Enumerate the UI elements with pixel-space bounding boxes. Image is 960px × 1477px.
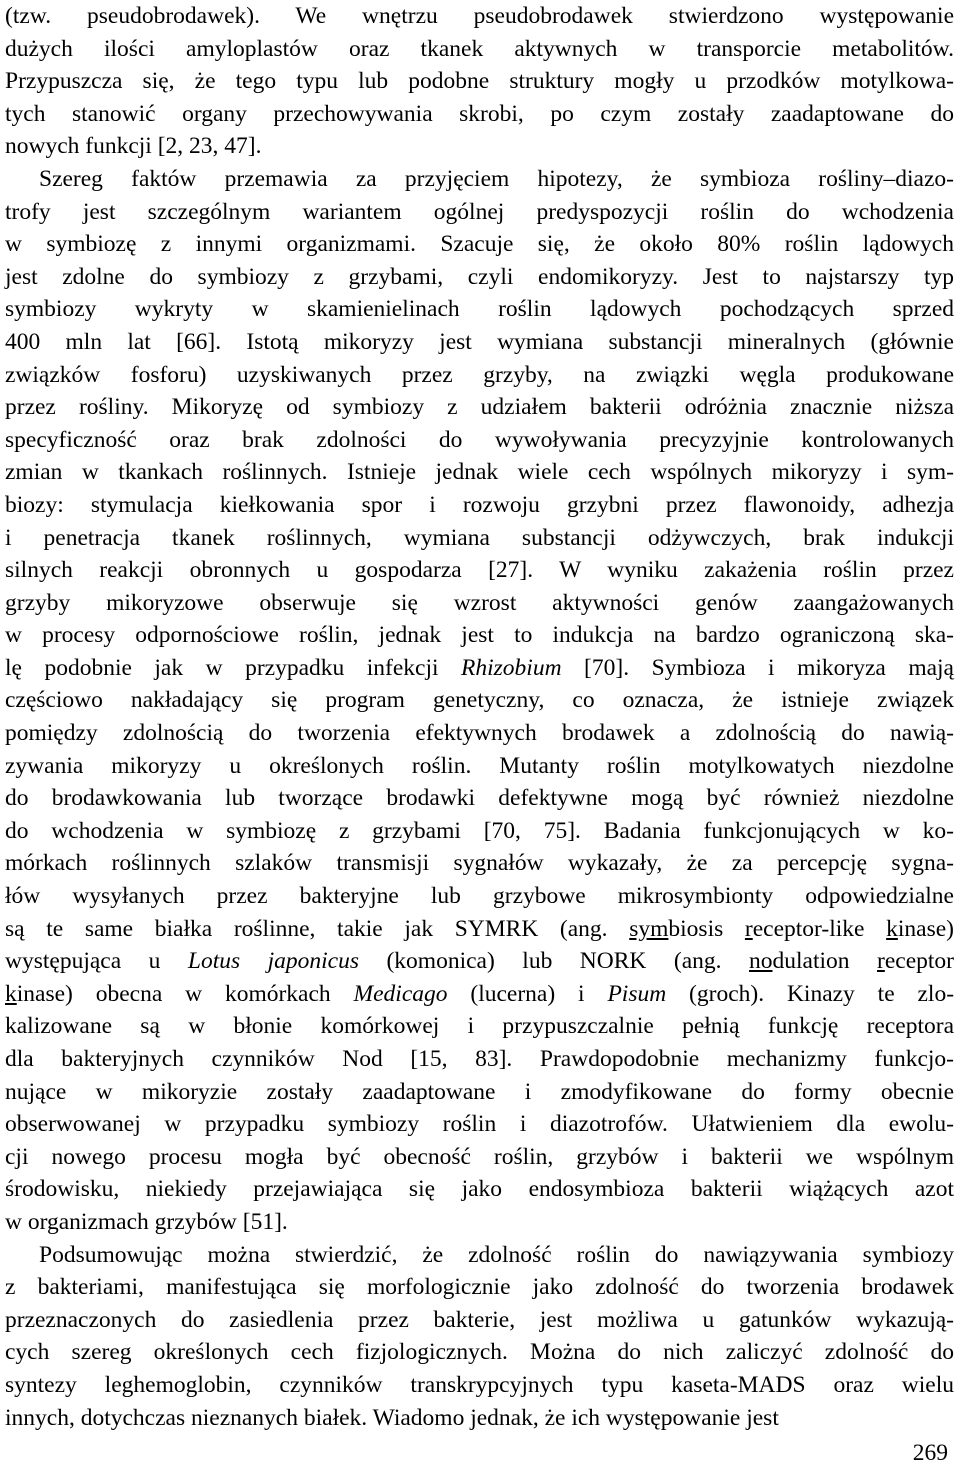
text-run: 400 mln lat [66]. Istotą mikoryzy jest wymiana substancji mineralnych (głównie (5, 328, 954, 355)
text-line (5, 587, 954, 620)
underlined-letters: k (886, 915, 898, 942)
text-run: obserwowanej w przypadku symbiozy roślin i diazotrofów. Ułatwieniem dla ewolu- (5, 1111, 954, 1138)
text-run: (lucerna) i (447, 980, 608, 1007)
text-run: zmian w tkankach roślinnych. Istnieje jednak wiele cech wspólnych mikoryzy i sym- (5, 459, 954, 486)
italic-term: Pisum (607, 980, 667, 1007)
text-run: (tzw. pseudobrodawek). We wnętrzu pseudobrodawek stwierdzono występowanie (5, 3, 954, 29)
paragraph (5, 163, 954, 1239)
underlined-letters: k (5, 980, 17, 1007)
text-line (5, 261, 954, 294)
text-line (5, 684, 954, 717)
text-run: biosis (668, 915, 745, 942)
text-run: silnych reakcji obronnych u gospodarza [27]. W wyniku zakażenia roślin przez (5, 557, 954, 584)
text-line (5, 1402, 954, 1435)
text-line (5, 619, 954, 652)
text-line (5, 33, 954, 66)
text-run: łów wysyłanych przez bakteryjne lub grzybowe mikrosymbionty odpowiedzialne (5, 883, 954, 910)
text-run: przez rośliny. Mikoryzę od symbiozy z udziałem bakterii odróżnia znacznie niższa (5, 394, 954, 421)
text-run: (groch). Kinazy te zlo- (666, 980, 955, 1007)
text-line (5, 98, 954, 131)
text-line (5, 1304, 954, 1337)
page-number: 269 (912, 1440, 948, 1466)
text-run: Przypuszcza się, że tego typu lub podobne struktury mogły u przodków motylkowa- (5, 68, 954, 95)
underlined-letters: r (744, 915, 753, 942)
text-line (5, 424, 954, 457)
text-line (5, 1141, 954, 1174)
text-line (5, 391, 954, 424)
text-run: i penetracja tkanek roślinnych, wymiana substancji odżywczych, brak indukcji (5, 524, 954, 551)
text-line (5, 196, 954, 229)
text-run: cych szereg określonych cech fizjologicznych. Można do nich zaliczyć zdolność do (5, 1339, 954, 1366)
text-line (5, 1206, 954, 1239)
text-line (5, 1010, 954, 1043)
text-run: innych, dotychczas nieznanych białek. Wiadomo jednak, że ich występowanie jest (5, 1404, 779, 1431)
text-run: eceptor (884, 948, 954, 975)
underlined-letters: sym (629, 915, 669, 942)
text-run: dla bakteryjnych czynników Nod [15, 83]. Prawdopodobnie mechanizmy funkcjo- (5, 1046, 954, 1072)
text-run: Szereg faktów przemawia za przyjęciem hipotezy, że symbioza rośliny–diazo- (39, 165, 954, 192)
text-line (5, 750, 954, 783)
text-line (5, 163, 954, 196)
text-line (5, 0, 954, 33)
text-line (5, 847, 954, 880)
text-line (5, 1043, 954, 1076)
paragraph (5, 1239, 954, 1435)
text-run: cji nowego procesu mogła być obecność roślin, grzybów i bakterii we wspólnym (5, 1143, 954, 1170)
text-run: do brodawkowania lub tworzące brodawki defektywne mogą być również niezdolne (5, 785, 954, 812)
text-run: specyficzność oraz brak zdolności do wywoływania precyzyjnie kontrolowanych (5, 426, 954, 453)
text-run: środowisku, niekiedy przejawiająca się jako endosymbioza bakterii wiążących azot (5, 1176, 954, 1203)
text-line (5, 1076, 954, 1109)
text-run: Podsumowując można stwierdzić, że zdolność roślin do nawiązywania symbiozy (39, 1241, 954, 1268)
text-line (5, 228, 954, 261)
text-line (5, 65, 954, 98)
text-line (5, 717, 954, 750)
text-line (5, 489, 954, 522)
underlined-letters: no (749, 948, 773, 975)
text-line (5, 1239, 954, 1272)
italic-term: Lotus japonicus (187, 948, 359, 975)
text-run: lę podobnie jak w przypadku infekcji (5, 654, 462, 681)
text-line (5, 554, 954, 587)
text-line (5, 456, 954, 489)
page (5, 0, 954, 1477)
text-run: do wchodzenia w symbiozę z grzybami [70, 75]. Badania funkcjonujących w ko- (5, 817, 954, 844)
text-run: częściowo nakładający się program genetyczny, co oznacza, że istnieje związek (5, 687, 954, 714)
text-run: nowych funkcji [2, 23, 47]. (5, 133, 262, 160)
text-line (5, 945, 954, 978)
text-line (5, 978, 954, 1011)
text-run: dużych ilości amyloplastów oraz tkanek aktywnych w transporcie metabolitów. (5, 35, 954, 62)
text-run: z bakteriami, manifestująca się morfologicznie jako zdolność do tworzenia brodawek (5, 1274, 954, 1301)
text-line (5, 293, 954, 326)
text-line (5, 1108, 954, 1141)
text-run: są te same białka roślinne, takie jak SYMRK (ang. (5, 915, 630, 942)
text-line (5, 1271, 954, 1304)
text-run: syntezy leghemoglobin, czynników transkrypcyjnych typu kaseta-MADS oraz wielu (5, 1371, 954, 1398)
text-run: w symbiozę z innymi organizmami. Szacuje się, że około 80% roślin lądowych (5, 231, 954, 258)
text-line (5, 815, 954, 848)
italic-term: Rhizobium (461, 654, 562, 681)
text-line (5, 913, 954, 946)
body-text (5, 0, 954, 1434)
text-run: inase) obecna w komórkach (16, 980, 354, 1007)
text-line (5, 1173, 954, 1206)
text-run: biozy: stymulacja kiełkowania spor i rozwoju grzybni przez flawonoidy, adhezja (5, 491, 954, 518)
italic-term: Medicago (353, 980, 448, 1007)
underlined-letters: r (877, 948, 885, 975)
text-line (5, 880, 954, 913)
text-run: związków fosforu) uzyskiwanych przez grzyby, na związki węgla produkowane (5, 361, 954, 388)
text-run: jest zdolne do symbiozy z grzybami, czyli endomikoryzy. Jest to najstarszy typ (5, 263, 954, 290)
text-run: mórkach roślinnych szlaków transmisji sygnałów wykazały, że za percepcję sygna- (5, 850, 954, 877)
text-run: w organizmach grzybów [51]. (5, 1208, 288, 1235)
text-run: w procesy odpornościowe roślin, jednak jest to indukcja na bardzo ograniczoną ska- (5, 622, 954, 649)
text-run: przeznaczonych do zasiedlenia przez bakterie, jest możliwa u gatunków wykazują- (5, 1306, 954, 1333)
text-line (5, 326, 954, 359)
text-line (5, 130, 954, 163)
text-run: symbiozy wykryty w skamienielinach roślin lądowych pochodzących sprzed (5, 296, 954, 323)
text-run: eceptor-like (752, 915, 887, 942)
text-line (5, 359, 954, 392)
text-line (5, 1369, 954, 1402)
text-line (5, 652, 954, 685)
text-line (5, 782, 954, 815)
paragraph (5, 0, 954, 163)
text-run: grzyby mikoryzowe obserwuje się wzrost aktywności genów zaangażowanych (5, 589, 954, 616)
text-run: inase) (897, 915, 954, 942)
text-run: kalizowane są w błonie komórkowej i przypuszczalnie pełnią funkcję receptora (5, 1013, 954, 1040)
text-run: dulation (772, 948, 878, 975)
text-run: pomiędzy zdolnością do tworzenia efektywnych brodawek a zdolnością do nawią- (5, 720, 954, 747)
text-run: występująca u (5, 948, 188, 975)
text-line (5, 522, 954, 555)
text-run: trofy jest szczególnym wariantem ogólnej predyspozycji roślin do wchodzenia (5, 198, 954, 225)
text-run: nujące w mikoryzie zostały zaadaptowane i zmodyfikowane do formy obecnie (5, 1078, 954, 1105)
text-line (5, 1336, 954, 1369)
text-run: [70]. Symbioza i mikoryza mają (561, 654, 954, 681)
text-run: zywania mikoryzy u określonych roślin. Mutanty roślin motylkowatych niezdolne (5, 752, 954, 779)
text-run: tych stanowić organy przechowywania skrobi, po czym zostały zaadaptowane do (5, 100, 954, 127)
text-run: (komonica) lub NORK (ang. (359, 948, 749, 975)
